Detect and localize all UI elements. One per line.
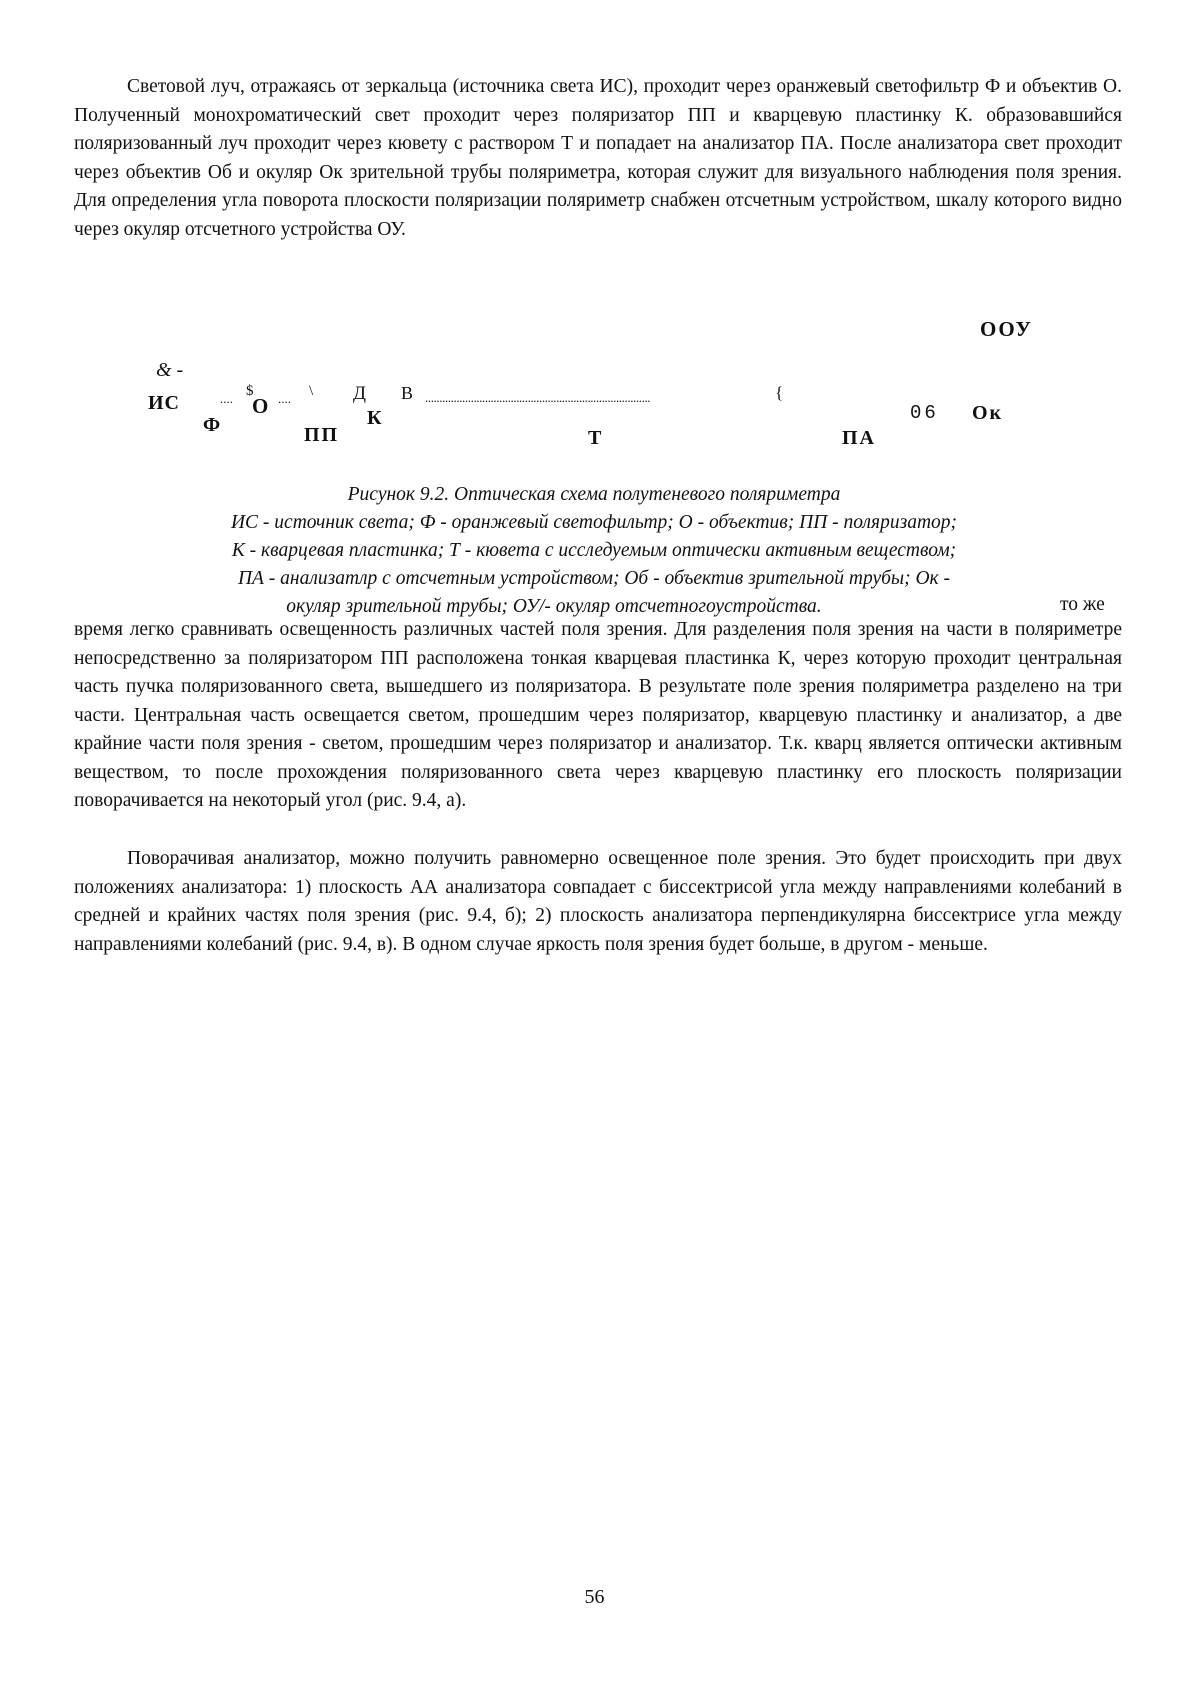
label-amp: & - — [156, 359, 184, 381]
dots-2: .... — [278, 391, 291, 406]
label-brace: { — [775, 383, 784, 402]
label-v: В — [401, 383, 414, 403]
label-oou: ООУ — [980, 317, 1033, 341]
label-k: К — [367, 407, 382, 429]
page-number: 56 — [584, 1586, 605, 1608]
label-ob: 06 — [910, 402, 939, 424]
label-ok: Ок — [972, 402, 1004, 424]
label-dollar: $ — [246, 383, 254, 399]
caption-line-1: Рисунок 9.2. Оптическая схема полутеневого поляриметра — [347, 484, 841, 505]
caption-line-3: К - кварцевая пластинка; Т - кювета с исследуемым оптически активным веществом; — [231, 540, 957, 561]
caption-line-4: ПА - анализатлр с отсчетным устройством; Об - объектив зрительной трубы; Ок - — [237, 568, 951, 589]
paragraph-1: Световой луч, отражаясь от зеркальца (источника света ИС), проходит через оранжевый светофильтр Ф и объектив О. Полученный монохроматический свет проходит через поляризатор ПП и кварцевую пластинку К. образовавшийся поляризованный луч проходит через кювету с раствором Т и попадает на анализатор ПА. После анализатора свет проходит через объектив Об и окуляр Ок зрительной трубы поляриметра, которая служит для визуального наблюдения поля зрения. Для определения угла поворота плоскости поляризации поляриметр снабжен отсчетным устройством, шкалу которого видно через окуляр отсчетного устройства ОУ. — [74, 76, 1122, 240]
label-pa: ПА — [842, 427, 876, 449]
label-f: Ф — [203, 414, 221, 436]
paragraph-2-start: то же — [1060, 594, 1105, 615]
caption-line-5: окуляр зрительной трубы; ОУ/- окуляр отсчетногоустройства. — [286, 596, 822, 617]
paragraph-2: время легко сравнивать освещенность различных частей поля зрения. Для разделения поля зрения на части в поляриметре непосредственно за поляризатором ПП расположена тонкая кварцевая пластинка К, через которую проходит центральная часть пучка поляризованного света, вышедшего из поляризатора. В результате поле зрения поляриметра разделено на три части. Центральная часть освещается светом, прошедшим через поляризатор, кварцевую пластинку и анализатор, а две крайние части поля зрения - светом, прошедшим через поляризатор и анализатор. Т.к. кварц является оптически активным веществом, то после прохождения поляризованного света через кварцевую пластинку его плоскость поляризации поворачивается на некоторый угол (рис. 9.4, а). — [74, 619, 1122, 811]
label-d: Д — [353, 383, 366, 404]
label-pp: ПП — [304, 424, 340, 446]
dots-1: .... — [220, 391, 233, 406]
dots-long: ............................................................................... — [425, 390, 651, 405]
label-backslash: \ — [309, 383, 314, 399]
paragraph-3: Поворачивая анализатор, можно получить равномерно освещенное поле зрения. Это будет происходить при двух положениях анализатора: 1) плоскость АА анализатора совпадает с биссектрисой угла между направлениями колебаний в средней и крайних частях поля зрения (рис. 9.4, б); 2) плоскость анализатора перпендикулярна биссектрисе угла между направлениями колебаний (рис. 9.4, в). В одном случае яркость поля зрения будет больше, в другом - меньше. — [74, 848, 1122, 955]
caption-line-2: ИС - источник света; Ф - оранжевый светофильтр; О - объектив; ПП - поляризатор; — [230, 512, 958, 533]
label-t: Т — [588, 427, 602, 449]
label-o: О — [252, 394, 269, 418]
label-is: ИС — [148, 392, 180, 414]
